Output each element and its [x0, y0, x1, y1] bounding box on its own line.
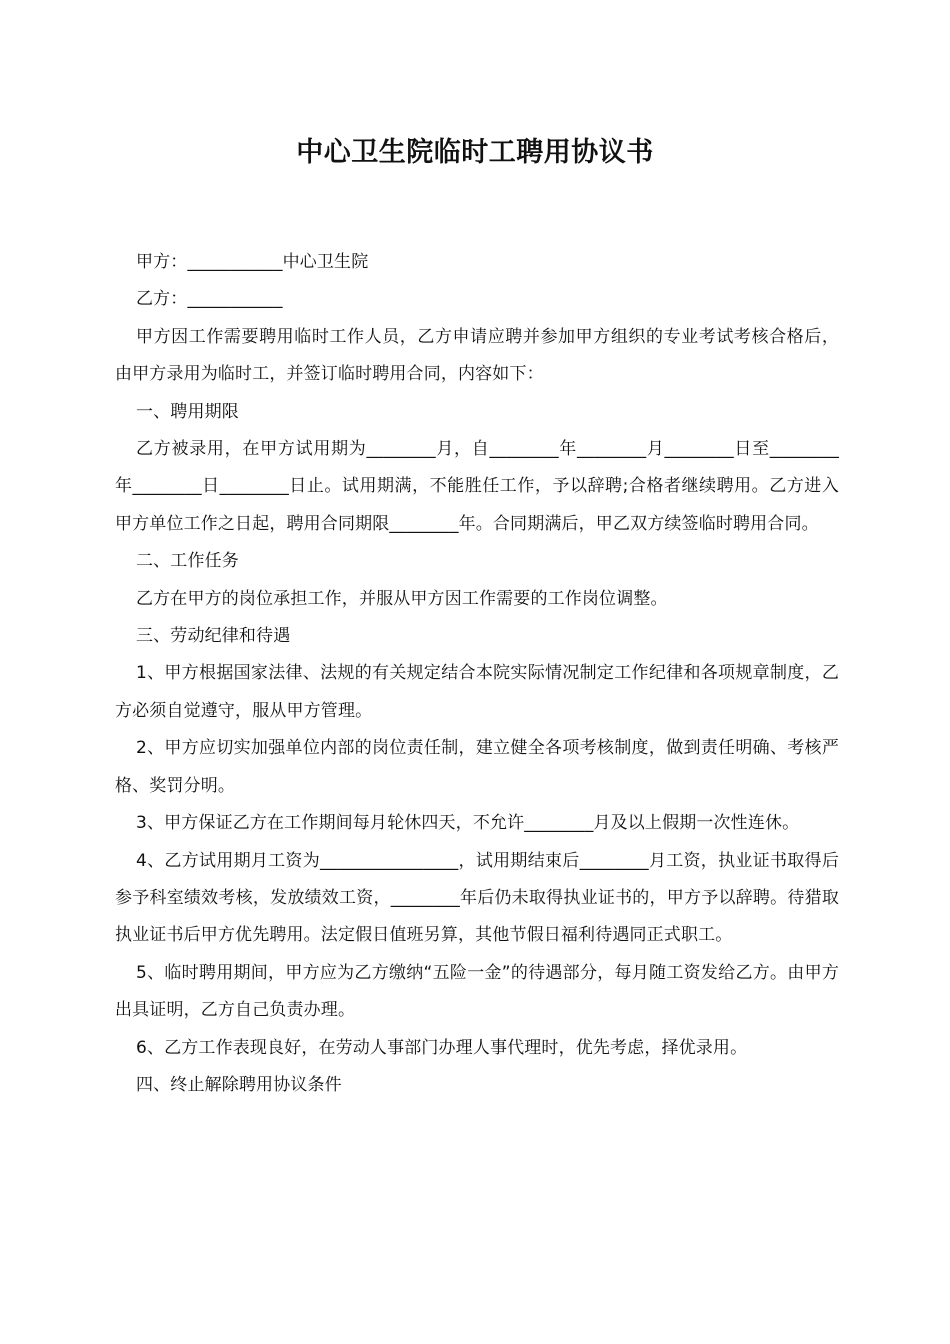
clause-paragraph: 5、临时聘用期间，甲方应为乙方缴纳“五险一金”的待遇部分，每月随工资发给乙方。由甲方出具证明，乙方自己负责办理。 — [115, 962, 839, 1021]
party-b-line: 乙方：___________ — [136, 289, 283, 310]
section-paragraph: 乙方在甲方的岗位承担工作，并服从甲方因工作需要的工作岗位调整。 — [136, 588, 668, 609]
clause-paragraph: 3、甲方保证乙方在工作期间每月轮休四天，不允许________月及以上假期一次性连休。 — [136, 813, 800, 834]
clause-paragraph: 4、乙方试用期月工资为________________，试用期结束后________月工资，执业证书取得后参予科室绩效考核，发放绩效工资，________年后仍未取得执业证书的，甲方予以辞聘。待猎取执业证书后甲方优先聘用。法定假日值班另算，其他节假日福利待遇同正式职工。 — [115, 850, 839, 946]
document-body — [115, 244, 839, 1104]
party-a-line: 甲方：___________中心卫生院 — [136, 252, 369, 272]
section-heading: 二、工作任务 — [136, 551, 239, 572]
clause-paragraph: 6、乙方工作表现良好，在劳动人事部门办理人事代理时，优先考虑，择优录用。 — [136, 1037, 748, 1058]
section-heading: 一、聘用期限 — [136, 401, 239, 422]
clause-paragraph: 2、甲方应切实加强单位内部的岗位责任制，建立健全各项考核制度，做到责任明确、考核严格、奖罚分明。 — [115, 738, 839, 796]
intro-paragraph: 甲方因工作需要聘用临时工作人员，乙方申请应聘并参加甲方组织的专业考试考核合格后，由甲方录用为临时工，并签订临时聘用合同，内容如下： — [115, 326, 839, 385]
section-heading: 三、劳动纪律和待遇 — [136, 626, 291, 647]
document-title: 中心卫生院临时工聘用协议书 — [296, 137, 654, 168]
clause-paragraph: 1、甲方根据国家法律、法规的有关规定结合本院实际情况制定工作纪律和各项规章制度，乙方必须自觉遵守，服从甲方管理。 — [115, 663, 839, 721]
section-paragraph: 乙方被录用，在甲方试用期为________月，自________年________月________日至________年________日________日止。试用期满，不能胜任工作，予以辞聘;合格者继续聘用。乙方进入甲方单位工作之日起，聘用合同期限________年。合同期满后，甲乙双方续签临时聘用合同。 — [115, 439, 839, 534]
section-heading: 四、终止解除聘用协议条件 — [136, 1074, 342, 1095]
